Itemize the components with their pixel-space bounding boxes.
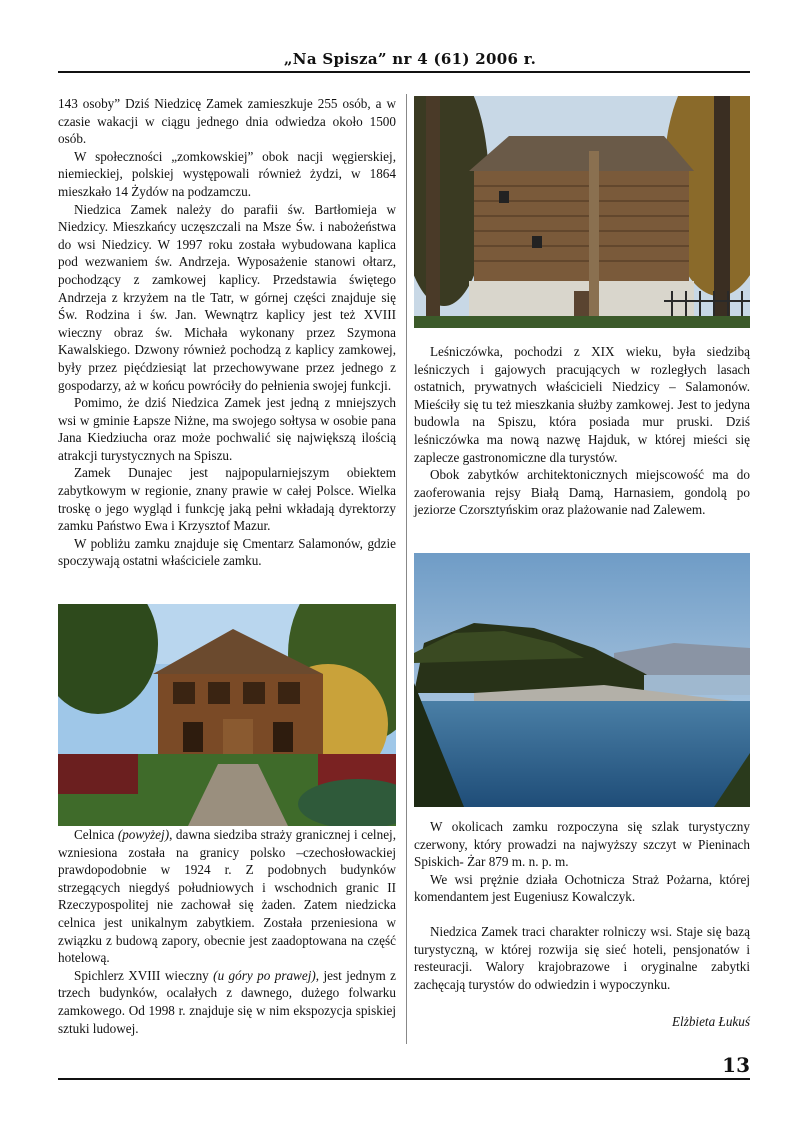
page-header-title: „Na Spisza” nr 4 (61) 2006 r. xyxy=(283,50,537,68)
paragraph xyxy=(58,826,396,967)
right-column-bottom xyxy=(414,818,750,993)
caption-reference: (u góry po prawej) xyxy=(213,967,316,983)
paragraph: 143 osoby” Dziś Niedzicę Zamek zamieszkuje 255 osób, a w czasie wakacji w ciągu jednego dnia odwiedza około 1500 osób. xyxy=(58,96,396,147)
paragraph: W społeczności „zomkowskiej” obok nacji węgierskiej, niemieckiej, polskiej występowali również żydzi, w 1864 mieszkało 14 Żydów na podzamczu. xyxy=(58,148,396,199)
granary-photo xyxy=(414,96,750,328)
paragraph: Zamek Dunajec jest najpopularniejszym obiektem zabytkowym w regionie, znany prawie w całej Polsce. Wielka troskę o jego wygląd i funkcję jaką pełni wkładają dyrektorzy zamku Państwo Ewa i Krzysztof Mazur. xyxy=(58,465,396,534)
right-column-top xyxy=(414,343,750,519)
header-rule xyxy=(58,71,750,73)
paragraph: Obok zabytków architektonicznych miejscowość ma do zaoferowania rejsy Białą Damą, Harnasiem, gondolą po jeziorze Czorsztyńskim oraz plażowanie nad Zalewem. xyxy=(414,467,750,518)
customs-house-photo xyxy=(58,604,396,826)
paragraph: Niedzica Zamek należy do parafii św. Bartłomieja w Niedzicy. Mieszkańcy uczęszczali na Msze Św. i nabożeństwa do wsi Niedzicy. W 1997 roku została wybudowana kaplica pod wezwaniem św. Andrzeja. Wyposażenie stanowi ołtarz, pochodzący z zamkowej kaplicy. Przedstawia świętego Andrzeja z krzyżem na tle Tatr, w górnej części znajduje się Św. Rodzina i św. Jan. Wewnątrz kaplicy jest też XVIII wieczny obraz św. Michała wykonany przez Szymona Kawalskiego. Dzwony również pochodzą z kaplicy zamkowej, były przez pięćdziesiąt lat przechowywane przez jednego z gospodarzy, aż w końcu powróciły do pełnienia swojej funkcji. xyxy=(58,201,396,393)
column-divider xyxy=(406,94,407,1044)
paragraph: W pobliżu zamku znajduje się Cmentarz Salamonów, gdzie spoczywają ostatni właściciele zamku. xyxy=(58,535,396,569)
lake-dam-photo xyxy=(414,553,750,807)
paragraph: Niedzica Zamek traci charakter rolniczy wsi. Staje się bazą turystyczną, w której rozwija się sieć hoteli, pensjonatów i resteuracji. Walory krajobrazowe i oryginalne zabytki zachęcają turystów do odwiedzin i wypoczynku. xyxy=(414,923,750,992)
paragraph: W okolicach zamku rozpoczyna się szlak turystyczny czerwony, który prowadzi na najwyższy szczyt w Pieninach Spiskich- Żar 879 m. n. p. m. xyxy=(414,819,750,870)
left-column-bottom xyxy=(58,826,396,1037)
paragraph-text: , jest jednym z trzech budynków, ocalałych z dawnego, dużego folwarku zamkowego. Od 1998 r. znajduje się w nim ekspozycja spiskiej sztuki ludowej. xyxy=(58,967,396,1036)
page-number: 13 xyxy=(722,1053,750,1077)
paragraph: We wsi prężnie działa Ochotnicza Straż Pożarna, której komendantem jest Eugeniusz Kowalczyk. xyxy=(414,871,750,905)
left-column-top xyxy=(58,95,396,570)
footer-rule xyxy=(58,1078,750,1080)
paragraph: Leśniczówka, pochodzi z XIX wieku, była siedzibą leśniczych i gajowych pracujących w rozległych lasach ostatnich, prywatnych właścicieli Niedzicy – Salamonów. Mieściły się tu też mieszkania służby zamkowej. Jest to jedyna budowla na Spiszu, która posiada mur pruski. Dziś leśniczówka ma nową nazwę Hajduk, w której mieści się zaplecze gastronomiczne dla turystów. xyxy=(414,344,750,465)
caption-reference: (powyżej) xyxy=(117,827,170,842)
paragraph-text: Spichlerz XVIII wieczny xyxy=(74,967,214,983)
paragraph xyxy=(58,967,396,1037)
author-signature: Elżbieta Łukuś xyxy=(671,1014,750,1029)
paragraph: Pomimo, że dziś Niedzica Zamek jest jedną z mniejszych wsi w gminie Łapsze Niżne, ma swojego sołtysa w osobie pana Jana Kiedziucha oraz może pochwalić się największą ilością atrakcji turystycznych na Spiszu. xyxy=(58,395,396,463)
paragraph-text: , dawna siedziba straży granicznej i celnej, wzniesiona została na granicy polsko –czechosłowackiej prawdopodobnie w 1924 r. Z podobnych budynków strzegących niegdyś południowych i wschodnich granic II Rzeczypospolitej nie zachował się żaden. Zatem niedzicka celnica jest unikalnym zabytkiem. Została przeniesiona w związku z budową zapory, obecnie jest zaadoptowana na część hotelową. xyxy=(58,827,397,966)
paragraph-text: Celnica xyxy=(74,827,118,842)
